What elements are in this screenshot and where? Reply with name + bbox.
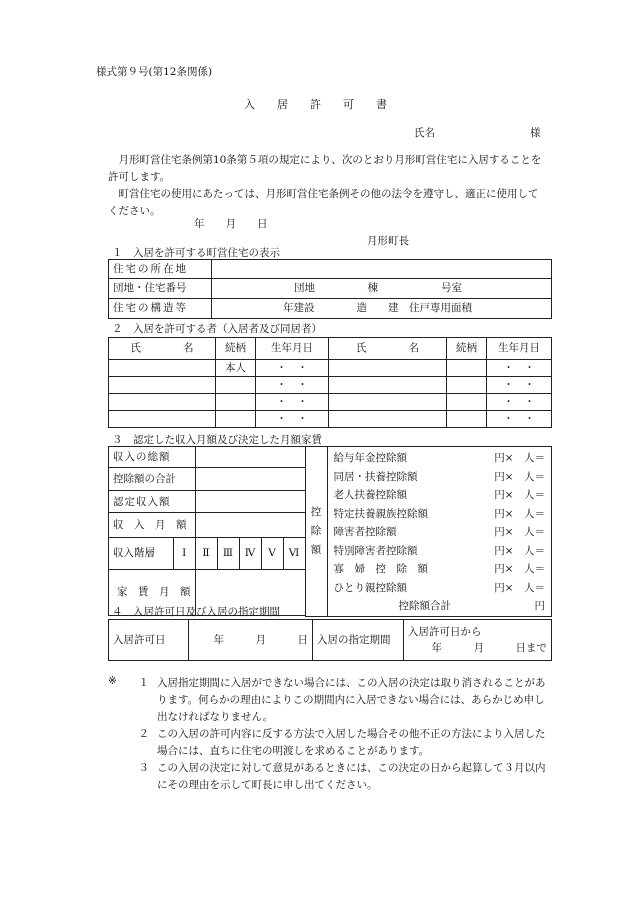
- housing-value: 団地 棟 号室: [212, 279, 552, 299]
- note-number: ２: [138, 728, 149, 740]
- permit-date-value: 年 月 日: [189, 620, 313, 661]
- list-item: [334, 560, 546, 579]
- income-label: 家 賃 月 額: [109, 569, 196, 615]
- table-row: [109, 377, 552, 394]
- income-value: [195, 447, 305, 468]
- resident-birthdate: ・ ・: [256, 394, 329, 411]
- income-value: [195, 490, 305, 513]
- deduction-item-label: 老人扶養控除額: [333, 489, 407, 502]
- resident-birthdate: ・ ・: [487, 360, 552, 377]
- deduction-label-char: 額: [310, 543, 322, 556]
- resident-relation: [216, 394, 256, 411]
- deduction-label-char: 除: [310, 524, 322, 537]
- deduction-item-formula: 円× 人＝: [494, 507, 545, 520]
- list-item: [334, 486, 546, 505]
- form-number: 様式第９号(第12条関係): [96, 66, 213, 78]
- deduction-item-formula: 円× 人＝: [494, 452, 545, 465]
- income-row: [109, 447, 552, 468]
- deduction-total-row: [334, 597, 546, 616]
- deduction-total-label: 控除額合計: [398, 600, 452, 613]
- income-label: 収入の総額: [109, 447, 196, 468]
- deduction-item-formula: 円× 人＝: [494, 526, 545, 539]
- deduction-item-label: 同居・扶養控除額: [333, 470, 418, 483]
- deduction-item-formula: 円× 人＝: [494, 581, 545, 594]
- resident-relation: [447, 411, 487, 428]
- income-tier: Ⅱ: [195, 538, 217, 570]
- header-name: 氏 名: [329, 338, 447, 360]
- note-text: この入居の決定に対して意見があるときには、この決定の日から起算して３月以内にその理由を示して町長に申し出てください。: [157, 762, 546, 791]
- period-value: [404, 620, 552, 661]
- period-table: [108, 619, 552, 661]
- resident-relation: [447, 360, 487, 377]
- housing-value: 年建設 造 建 住戸専用面積: [212, 299, 552, 319]
- deduction-label-char: 控: [310, 505, 322, 518]
- deduction-item-label: ひとり親控除額: [333, 581, 407, 594]
- housing-label: 団地・住宅番号: [109, 279, 212, 299]
- resident-name: [109, 394, 216, 411]
- resident-birthdate: ・ ・: [256, 360, 329, 377]
- housing-row: [109, 279, 552, 299]
- income-label: 認定収入額: [109, 490, 196, 513]
- resident-relation: [447, 394, 487, 411]
- resident-birthdate: ・ ・: [487, 411, 552, 428]
- list-item: [334, 579, 546, 598]
- housing-label: 住宅の所在地: [109, 260, 212, 279]
- deduction-item-formula: 円× 人＝: [494, 470, 545, 483]
- resident-name: [329, 411, 447, 428]
- income-label: 収 入 月 額: [109, 513, 196, 538]
- resident-relation: [216, 377, 256, 394]
- list-item: [334, 468, 546, 487]
- deduction-total-unit: 円: [534, 600, 545, 613]
- resident-birthdate: ・ ・: [256, 377, 329, 394]
- resident-birthdate: ・ ・: [487, 394, 552, 411]
- section4-heading: ４ 入居許可日及び入居の指定期間: [112, 606, 280, 618]
- date-line: 年 月 日: [194, 218, 268, 230]
- deduction-item-label: 特定扶養親族控除額: [333, 507, 428, 520]
- addressee-name-label: 氏名: [414, 127, 435, 139]
- resident-name: [109, 377, 216, 394]
- header-birthdate: 生年月日: [487, 338, 552, 360]
- deduction-label: [305, 447, 327, 617]
- permit-date-label: 入居許可日: [109, 620, 189, 661]
- table-row: [109, 394, 552, 411]
- period-line-2: 年 月 日まで: [431, 642, 547, 654]
- period-label: 入居の指定期間: [313, 620, 404, 661]
- list-item: [334, 505, 546, 524]
- income-tier: Ⅴ: [261, 538, 283, 570]
- deduction-item-label: 給与年金控除額: [333, 452, 407, 465]
- resident-birthdate: ・ ・: [256, 411, 329, 428]
- resident-relation: [447, 377, 487, 394]
- list-item: [334, 523, 546, 542]
- addressee-honorific: 様: [530, 127, 541, 139]
- resident-name: [329, 394, 447, 411]
- resident-relation: [216, 411, 256, 428]
- deduction-item-formula: 円× 人＝: [494, 563, 545, 576]
- note-number: ３: [138, 762, 149, 774]
- income-table: [108, 446, 552, 617]
- list-item: [334, 542, 546, 561]
- deduction-item-label: 障害者控除額: [333, 526, 397, 539]
- deduction-list: [334, 449, 546, 616]
- resident-name: [109, 411, 216, 428]
- housing-row: [109, 260, 552, 279]
- deduction-list-cell: [327, 447, 552, 617]
- deduction-item-label: 特別障害者控除額: [333, 544, 418, 557]
- resident-birthdate: ・ ・: [487, 377, 552, 394]
- income-label: 控除額の合計: [109, 468, 196, 491]
- header-birthdate: 生年月日: [256, 338, 329, 360]
- deduction-item-label: 寡 婦 控 除 額: [333, 563, 428, 576]
- income-tier: Ⅳ: [239, 538, 261, 570]
- income-label: 収入階層: [109, 538, 174, 570]
- resident-name: [109, 360, 216, 377]
- deduction-item-formula: 円× 人＝: [494, 489, 545, 502]
- resident-name: [329, 360, 447, 377]
- section2-heading: ２ 入居を許可する者（入居者及び同居者）: [112, 323, 322, 335]
- housing-value: [212, 260, 552, 279]
- note-text: 入居指定期間に入居ができない場合には、この入居の決定は取り消されることがあります。何らかの理由によりこの期間内に入居できない場合には、あらかじめ申し出なければなりません。: [157, 677, 546, 723]
- period-row: [109, 620, 552, 661]
- issuer: 月形町長: [367, 235, 409, 247]
- housing-label: 住宅の構造等: [109, 299, 212, 319]
- header-relation: 続柄: [216, 338, 256, 360]
- document-title: 入 居 許 可 書: [244, 98, 387, 111]
- resident-name: [329, 377, 447, 394]
- residents-table: [108, 337, 552, 428]
- housing-row: [109, 299, 552, 319]
- body-paragraph-1: 月形町営住宅条例第10条第５項の規定により、次のとおり月形町営住宅に入居することを許可します。: [108, 154, 542, 183]
- deduction-item-formula: 円× 人＝: [494, 544, 545, 557]
- income-tier: Ⅲ: [217, 538, 239, 570]
- table-row: [109, 411, 552, 428]
- resident-relation: 本人: [216, 360, 256, 377]
- header-name: 氏 名: [109, 338, 216, 360]
- section1-heading: １ 入居を許可する町営住宅の表示: [112, 247, 280, 259]
- section3-heading: ３ 認定した収入月額及び決定した月額家賃: [112, 434, 322, 446]
- list-item: [334, 449, 546, 468]
- income-tier: Ⅰ: [173, 538, 195, 570]
- note-number: １: [138, 677, 149, 689]
- period-line-1: 入居許可日から: [408, 626, 482, 638]
- body-paragraph-2: 町営住宅の使用にあたっては、月形町営住宅条例その他の法令を遵守し、適正に使用してください。: [108, 188, 539, 217]
- income-value: [195, 468, 305, 491]
- housing-table: [108, 259, 552, 319]
- residents-header-row: [109, 338, 552, 360]
- notes-mark: ※: [108, 675, 117, 687]
- income-value: [195, 513, 305, 538]
- header-relation: 続柄: [447, 338, 487, 360]
- income-tier: Ⅵ: [283, 538, 305, 570]
- note-text: この入居の許可内容に反する方法で入居した場合その他不正の方法により入居した場合には、直ちに住宅の明渡しを求めることがあります。: [157, 728, 546, 757]
- table-row: [109, 360, 552, 377]
